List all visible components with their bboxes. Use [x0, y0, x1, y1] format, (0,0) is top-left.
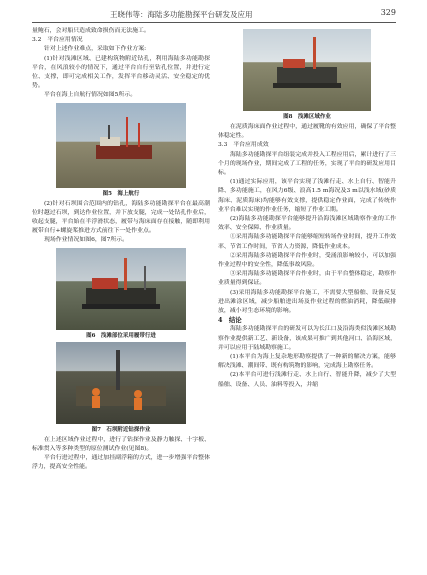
page-number: 329 [380, 8, 396, 17]
running-title: 王晓伟等：海陆多功能勘探平台研发及应用 [110, 10, 253, 19]
paragraph: ①采用海陆多功能勘探平台能够缩短转场作业时间，提升工作效率、节省工作时间，节省人力资源，降低作业成本。 [218, 234, 396, 250]
figure-8-caption: 图8 浅滩区域作业 [283, 114, 331, 120]
shoal-area-operation-image [243, 29, 371, 111]
paragraph: ③采用海陆多功能勘探平台作业时，由于平台整体稳定，勘察作业质量得到保证。 [218, 271, 396, 287]
paragraph: 平台行进过程中，通过加挂副浮箱的方式，进一步增强平台整体浮力，提高安全性能。 [32, 455, 210, 471]
paragraph: (3)采用海陆多功能勘探平台施工，不需要大型船舶、设备反复进出滩涂区域，减少船舶进出场及作业过程的燃油消耗，降低碳排放，减小对生态环境的影响。 [218, 289, 396, 315]
paragraph: (1)针对浅滩区域、已建构筑物附近钻孔，利用海陆多功能勘探平台，在风浪较小的情况下，通过平台自行至钻孔位置，并进行定位、支撑，即可完成相关工作，发挥平台移动灵活、安全稳定的优势。 [32, 55, 210, 90]
paragraph: 针对上述作业难点，采取如下作业方案: [44, 46, 147, 53]
paragraph: (2)海陆多功能勘探平台能够提升沿海浅滩区域勘察作业的工作效率、安全保障、作业质量。 [218, 216, 396, 232]
figure-6-caption: 图6 浅滩部位采用履带行进 [86, 332, 156, 339]
paragraph: 平台在海上自航行情况如图5所示。 [44, 92, 137, 99]
section-heading-4: 4 结论 [218, 316, 242, 325]
figure-5-photo [56, 103, 186, 188]
figure-5-caption: 图5 海上航行 [102, 190, 140, 197]
figure-8-photo [243, 29, 371, 111]
paragraph: (1)本平台为海上复杂地形勘察提供了一种新的解决方案，能够解决浅滩、潮间带、既有构筑物的影响，完成海上勘察任务。 [218, 354, 396, 370]
paragraph: 在泥质海床面作业过程中，通过履靴的有效应用，确保了平台整体稳定性。 [218, 124, 396, 140]
figure-7-photo [56, 342, 186, 424]
page-header [0, 0, 427, 22]
right-column [218, 27, 396, 390]
left-column [32, 27, 210, 472]
paragraph: 海陆多功能勘探平台组装完成并投入工程应用后，累计进行了三个月的现场作业，期间完成了工程的任务，实现了平台的研发应用目标。 [218, 151, 396, 177]
section-heading-3-2: 3.2 平台应用情况 [32, 37, 83, 44]
tracked-platform-on-shoal-image [56, 248, 186, 330]
paragraph: 海陆多功能勘探平台的研发可以为长江口及沿海类似浅滩区域勘察作业提供新工艺、新设备，该成果可推广到其他河口、沿海区域，并可以应用于陆域勘察施工。 [218, 326, 396, 351]
paragraph: 在上述区域作业过程中，进行了钻探作业及静力触探、十字板、标准贯入等多种类型的原位测试作业(见图8)。 [32, 436, 210, 452]
drilling-platform-at-sea-image [56, 103, 186, 188]
figure-7-caption: 图7 石坝附近钻探作业 [91, 426, 151, 433]
paragraph: 现场作业情况如图6，图7所示。 [44, 237, 129, 244]
header-rule [32, 22, 396, 23]
paragraph: (2)针对石坝围合范围内的钻孔，海陆多功能勘探平台在最高潮位时越过石坝，到达作业位置，并下放支腿，完成一处钻孔作业后，收起支腿，平台始在半浮滑状态，履带与海床面存在接触，随即利用履带自行+螺旋桨推进方式前往下一处作业点。 [32, 200, 210, 235]
paragraph: ②采用海陆多功能勘探平台作业时，受涌浪影响较小，可以加强作业过程中的安全性，降低事故风险。 [218, 252, 396, 269]
paragraph: 量鲍石，会对船只造成致命损伤而无法施工。 [32, 28, 150, 34]
drilling-near-stone-dam-image [56, 342, 186, 424]
paragraph: (2)本平台可进行浅滩行走、水上自行、智能升降，减少了大型船舶、设备、人员、油料等投入，并缩 [218, 372, 396, 388]
figure-6-photo [56, 248, 186, 330]
section-heading-3-3: 3.3 平台应用成效 [218, 142, 269, 149]
paragraph: (1)通过实际应用，该平台实现了浅滩行走、水上自行、智能升降、多功能施工，在风力6级、浪高1.5 m海况及3 m以浅水域(砂质海床、泥质海床)均能够有效支撑，提供稳定作业面，完成了传统作业平台难以实现的作业任务，缩短了作业工期。 [218, 179, 396, 213]
